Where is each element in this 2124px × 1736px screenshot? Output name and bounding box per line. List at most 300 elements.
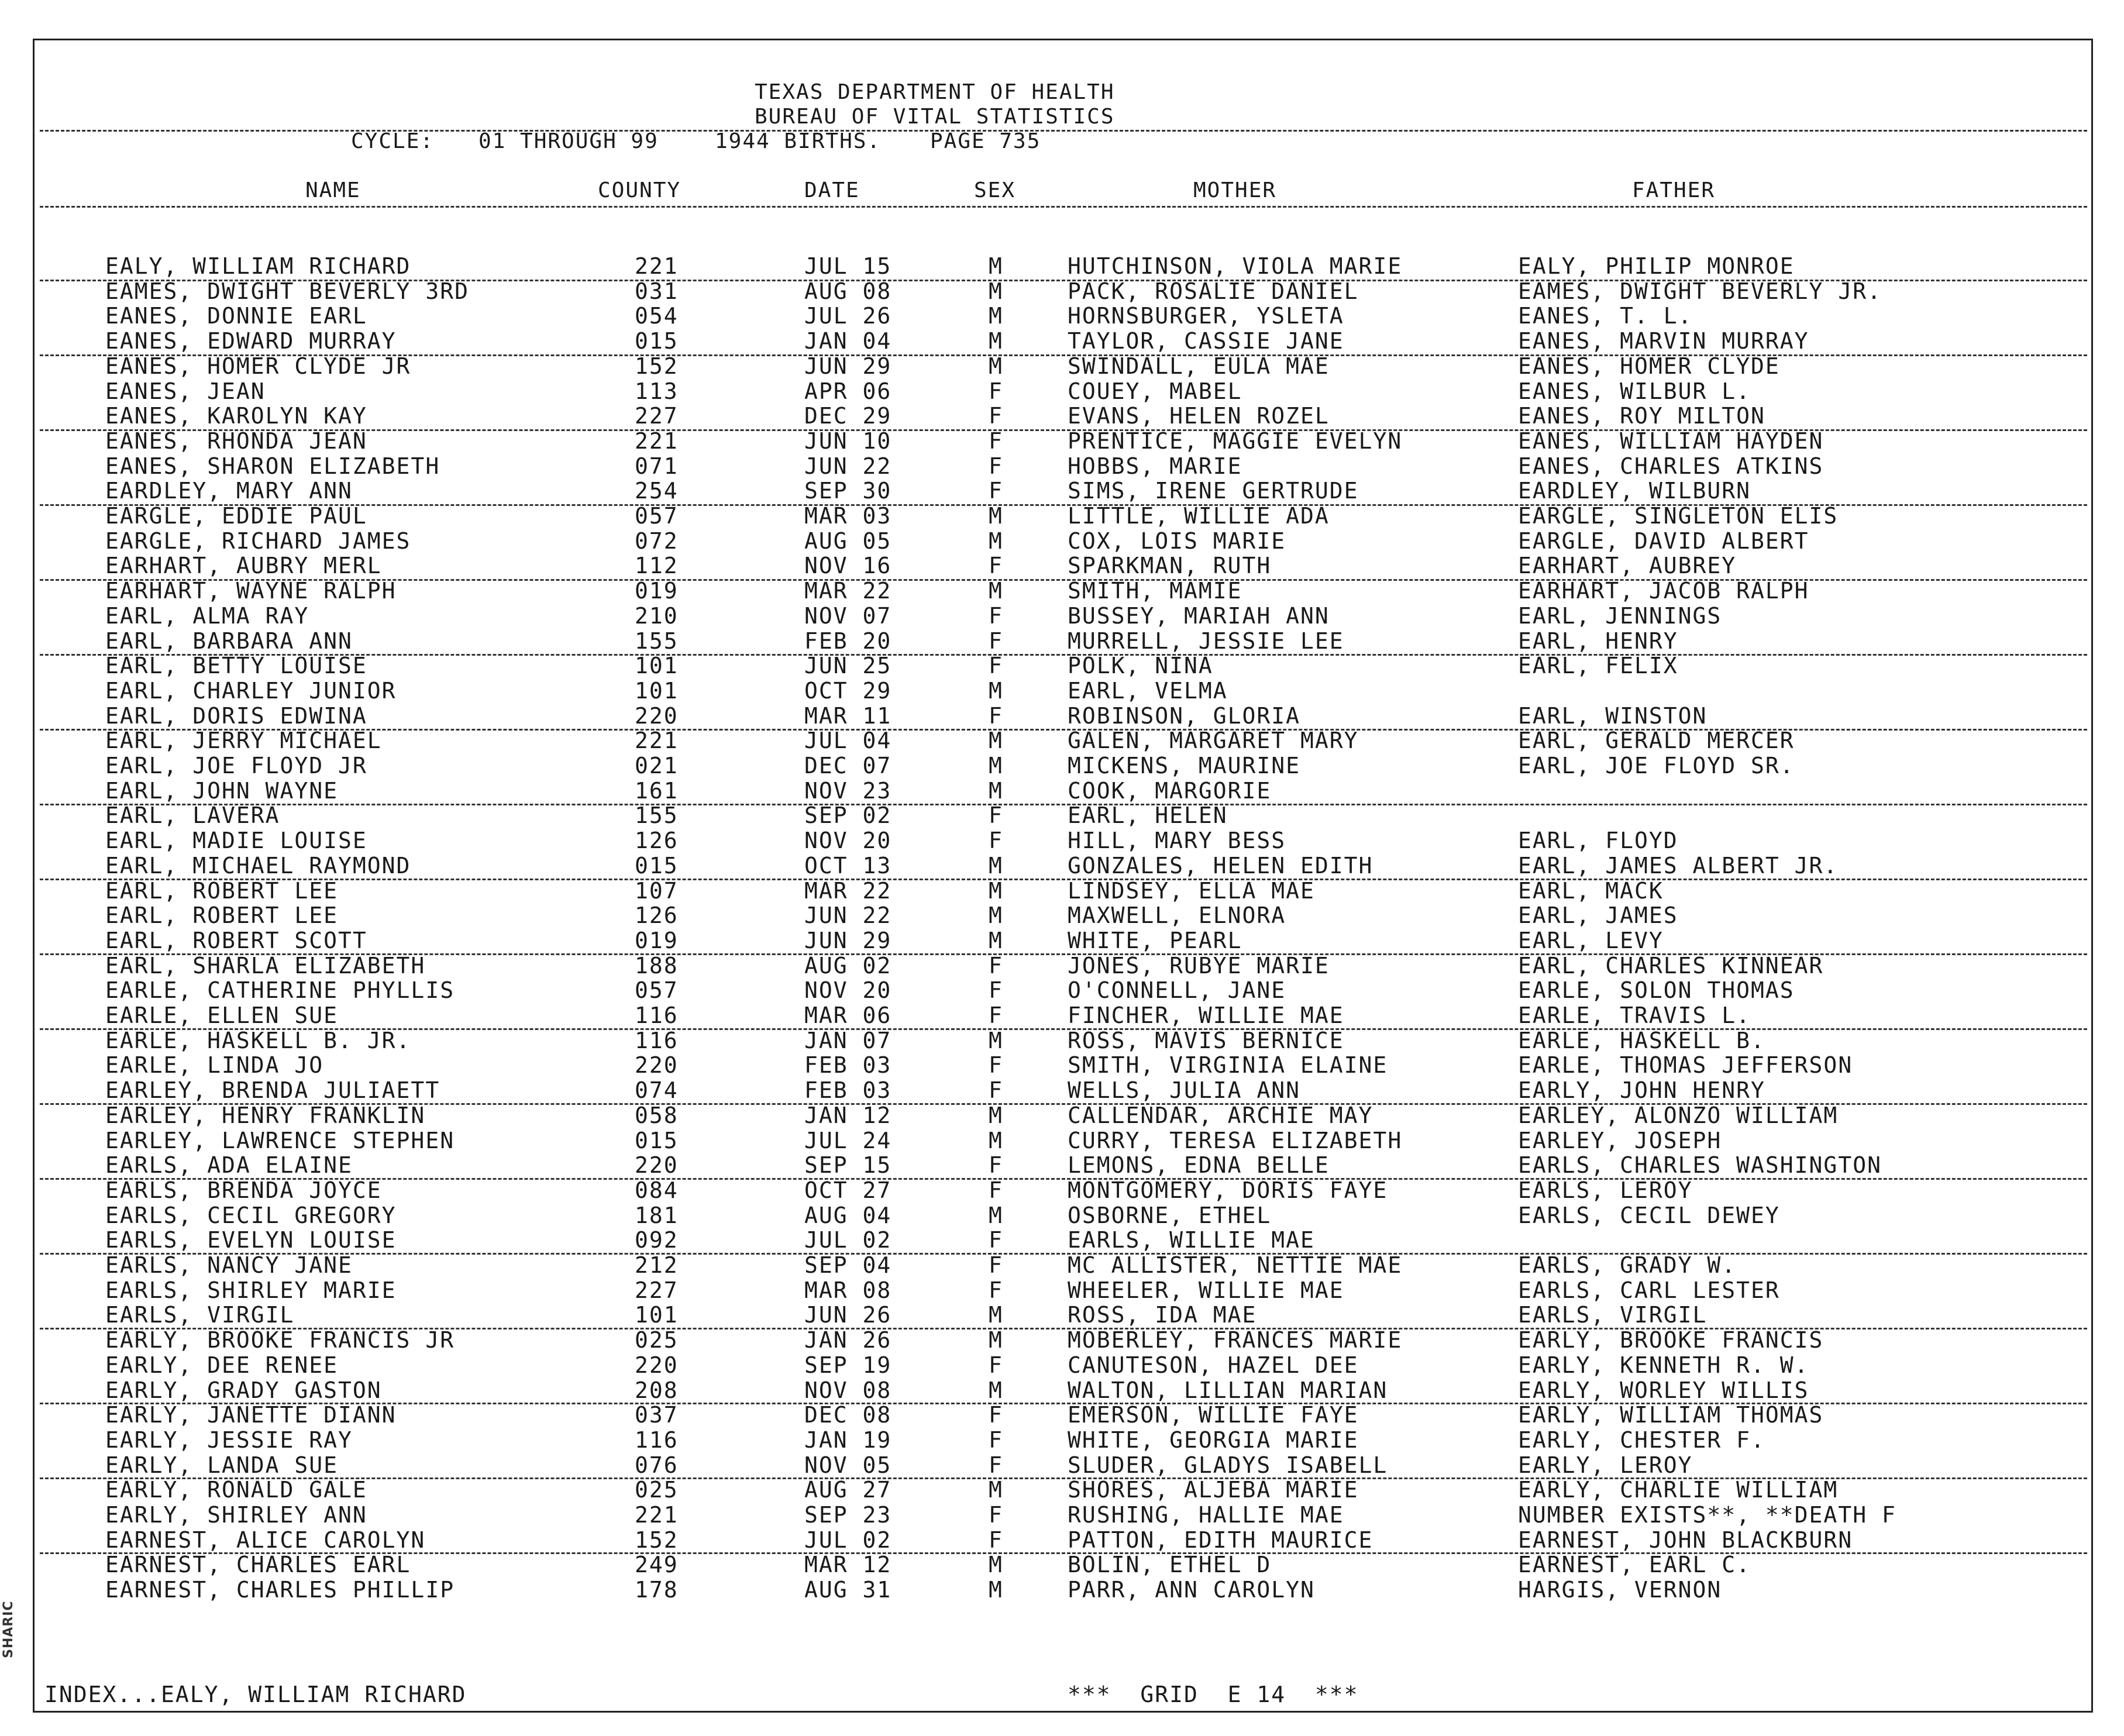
cell-sex: M bbox=[989, 278, 1003, 304]
table-row bbox=[0, 604, 2124, 629]
table-row bbox=[0, 1528, 2124, 1553]
cell-county: 084 bbox=[635, 1177, 679, 1203]
cell-mother: EMERSON, WILLIE FAYE bbox=[1068, 1402, 1359, 1428]
cell-father: EANES, MARVIN MURRAY bbox=[1518, 328, 1809, 354]
cell-date: JAN 07 bbox=[804, 1028, 892, 1053]
table-row bbox=[0, 653, 2124, 678]
cell-name: EARDLEY, MARY ANN bbox=[105, 478, 353, 504]
divider bbox=[40, 879, 2087, 880]
cell-county: 112 bbox=[635, 553, 679, 578]
cell-date: FEB 03 bbox=[804, 1052, 892, 1078]
cell-father: EANES, HOMER CLYDE bbox=[1518, 353, 1780, 379]
cell-date: JAN 12 bbox=[804, 1103, 892, 1128]
divider bbox=[40, 354, 2087, 356]
cell-father: EARL, WINSTON bbox=[1518, 703, 1708, 729]
cell-name: EANES, RHONDA JEAN bbox=[105, 428, 367, 454]
cell-date: FEB 20 bbox=[804, 628, 892, 654]
cell-sex: F bbox=[989, 1352, 1003, 1378]
cell-mother: COUEY, MABEL bbox=[1068, 378, 1242, 404]
cell-date: JAN 26 bbox=[804, 1327, 892, 1353]
cell-date: MAR 11 bbox=[804, 703, 892, 729]
cell-father: EARL, LEVY bbox=[1518, 928, 1664, 953]
cell-mother: HORNSBURGER, YSLETA bbox=[1068, 303, 1344, 329]
cell-date: NOV 07 bbox=[804, 603, 892, 629]
cell-date: SEP 30 bbox=[804, 478, 892, 504]
table-row bbox=[0, 1203, 2124, 1228]
cell-father: EARLEY, ALONZO WILLIAM bbox=[1518, 1103, 1839, 1128]
cell-father: EARLS, CECIL DEWEY bbox=[1518, 1203, 1780, 1228]
cell-date: NOV 08 bbox=[804, 1377, 892, 1403]
divider bbox=[40, 654, 2087, 656]
cell-name: EARLY, JANETTE DIANN bbox=[105, 1402, 397, 1428]
cell-mother: RUSHING, HALLIE MAE bbox=[1068, 1502, 1344, 1528]
table-row bbox=[0, 1353, 2124, 1378]
table-row bbox=[0, 753, 2124, 779]
cell-mother: EARL, VELMA bbox=[1068, 678, 1228, 704]
cell-father: EARLY, JOHN HENRY bbox=[1518, 1077, 1765, 1103]
cell-sex: F bbox=[989, 1427, 1003, 1453]
cell-father: EARNEST, JOHN BLACKBURN bbox=[1518, 1527, 1853, 1553]
cell-father: EANES, T. L. bbox=[1518, 303, 1693, 329]
cell-date: JAN 04 bbox=[804, 328, 892, 354]
cell-name: EARLS, ADA ELAINE bbox=[105, 1152, 353, 1178]
table-row bbox=[0, 903, 2124, 928]
cell-county: 076 bbox=[635, 1452, 679, 1478]
cell-date: NOV 16 bbox=[804, 553, 892, 578]
cell-name: EARL, ROBERT LEE bbox=[105, 878, 339, 904]
cell-date: MAR 22 bbox=[804, 578, 892, 604]
cell-county: 208 bbox=[635, 1377, 679, 1403]
cell-date: FEB 03 bbox=[804, 1077, 892, 1103]
cell-father: EARL, MACK bbox=[1518, 878, 1664, 904]
cell-mother: FINCHER, WILLIE MAE bbox=[1068, 1003, 1344, 1028]
cell-mother: PARR, ANN CAROLYN bbox=[1068, 1577, 1315, 1603]
cell-date: AUG 04 bbox=[804, 1203, 892, 1228]
cell-sex: F bbox=[989, 1152, 1003, 1178]
divider bbox=[40, 504, 2087, 506]
cell-sex: F bbox=[989, 828, 1003, 853]
cell-county: 221 bbox=[635, 1502, 679, 1528]
cell-name: EARLY, RONALD GALE bbox=[105, 1477, 367, 1503]
cell-mother: MOBERLEY, FRANCES MARIE bbox=[1068, 1327, 1403, 1353]
cell-date: JUL 24 bbox=[804, 1128, 892, 1153]
cell-sex: M bbox=[989, 328, 1003, 354]
cell-date: JUN 22 bbox=[804, 903, 892, 928]
cell-father: EALY, PHILIP MONROE bbox=[1518, 253, 1795, 279]
cell-date: NOV 05 bbox=[804, 1452, 892, 1478]
divider bbox=[40, 1552, 2087, 1554]
cell-name: EARL, SHARLA ELIZABETH bbox=[105, 953, 426, 979]
cell-county: 101 bbox=[635, 678, 679, 704]
cell-county: 152 bbox=[635, 1527, 679, 1553]
cell-date: DEC 07 bbox=[804, 753, 892, 779]
cell-sex: M bbox=[989, 678, 1003, 704]
cell-date: JUL 15 bbox=[804, 253, 892, 279]
cell-sex: F bbox=[989, 802, 1003, 828]
cell-date: MAR 22 bbox=[804, 878, 892, 904]
cell-county: 152 bbox=[635, 353, 679, 379]
table-row bbox=[0, 354, 2124, 379]
cell-sex: F bbox=[989, 553, 1003, 578]
cell-date: MAR 06 bbox=[804, 1003, 892, 1028]
divider bbox=[40, 1028, 2087, 1030]
cell-name: EARLS, BRENDA JOYCE bbox=[105, 1177, 382, 1203]
cell-mother: HILL, MARY BESS bbox=[1068, 828, 1286, 853]
cell-name: EARL, BETTY LOUISE bbox=[105, 653, 367, 678]
divider bbox=[40, 579, 2087, 581]
cell-date: MAR 03 bbox=[804, 503, 892, 529]
table-row bbox=[0, 629, 2124, 654]
cell-date: JUN 29 bbox=[804, 353, 892, 379]
cell-sex: M bbox=[989, 528, 1003, 554]
cycle-label: CYCLE: bbox=[351, 129, 435, 153]
column-header-father: FATHER bbox=[1632, 178, 1716, 202]
cell-father: EANES, CHARLES ATKINS bbox=[1518, 453, 1824, 479]
table-row bbox=[0, 828, 2124, 853]
table-row bbox=[0, 1253, 2124, 1278]
cell-father: EARL, FELIX bbox=[1518, 653, 1678, 678]
table-row bbox=[0, 879, 2124, 904]
cell-date: MAR 12 bbox=[804, 1552, 892, 1577]
cell-county: 178 bbox=[635, 1577, 679, 1603]
cell-name: EARLE, HASKELL B. JR. bbox=[105, 1028, 411, 1053]
cell-mother: MICKENS, MAURINE bbox=[1068, 753, 1301, 779]
cell-mother: WHITE, PEARL bbox=[1068, 928, 1242, 953]
cell-mother: SMITH, MAMIE bbox=[1068, 578, 1242, 604]
cell-mother: SLUDER, GLADYS ISABELL bbox=[1068, 1452, 1388, 1478]
cell-mother: EARLS, WILLIE MAE bbox=[1068, 1227, 1315, 1253]
cell-father: EARDLEY, WILBURN bbox=[1518, 478, 1751, 504]
cell-name: EARLY, JESSIE RAY bbox=[105, 1427, 353, 1453]
cell-county: 025 bbox=[635, 1477, 679, 1503]
cell-father: EARL, JAMES bbox=[1518, 903, 1678, 928]
cell-father: EARL, CHARLES KINNEAR bbox=[1518, 953, 1824, 979]
cell-father: EARLY, BROOKE FRANCIS bbox=[1518, 1327, 1824, 1353]
cell-county: 074 bbox=[635, 1077, 679, 1103]
cell-name: EARLY, GRADY GASTON bbox=[105, 1377, 382, 1403]
table-row bbox=[0, 1303, 2124, 1328]
cell-county: 025 bbox=[635, 1327, 679, 1353]
cell-name: EAMES, DWIGHT BEVERLY 3RD bbox=[105, 278, 469, 304]
cell-sex: F bbox=[989, 703, 1003, 729]
cell-name: EARLS, CECIL GREGORY bbox=[105, 1203, 397, 1228]
cell-mother: JONES, RUBYE MARIE bbox=[1068, 953, 1330, 979]
cell-name: EARNEST, CHARLES PHILLIP bbox=[105, 1577, 455, 1603]
table-row bbox=[0, 1577, 2124, 1603]
cell-father: EARL, JOE FLOYD SR. bbox=[1518, 753, 1795, 779]
table-row bbox=[0, 1403, 2124, 1428]
cell-father: EARLY, WORLEY WILLIS bbox=[1518, 1377, 1809, 1403]
cell-sex: F bbox=[989, 428, 1003, 454]
cell-sex: M bbox=[989, 1327, 1003, 1353]
cell-mother: LEMONS, EDNA BELLE bbox=[1068, 1152, 1330, 1178]
cell-sex: F bbox=[989, 1452, 1003, 1478]
cell-date: JAN 19 bbox=[804, 1427, 892, 1453]
cell-sex: F bbox=[989, 378, 1003, 404]
cell-date: AUG 08 bbox=[804, 278, 892, 304]
cell-county: 116 bbox=[635, 1003, 679, 1028]
cell-father: EARLE, HASKELL B. bbox=[1518, 1028, 1765, 1053]
cell-county: 220 bbox=[635, 703, 679, 729]
cell-sex: F bbox=[989, 1277, 1003, 1303]
cell-sex: F bbox=[989, 453, 1003, 479]
cell-sex: F bbox=[989, 1077, 1003, 1103]
cycle-range: 01 THROUGH 99 bbox=[478, 129, 659, 153]
cell-date: JUN 25 bbox=[804, 653, 892, 678]
cell-date: SEP 15 bbox=[804, 1152, 892, 1178]
cell-name: EARL, BARBARA ANN bbox=[105, 628, 353, 654]
cell-county: 037 bbox=[635, 1402, 679, 1428]
cell-mother: OSBORNE, ETHEL bbox=[1068, 1203, 1272, 1228]
cell-mother: BOLIN, ETHEL D bbox=[1068, 1552, 1272, 1577]
divider bbox=[40, 280, 2087, 281]
cell-date: NOV 20 bbox=[804, 828, 892, 853]
column-header-county: COUNTY bbox=[598, 178, 681, 202]
table-row bbox=[0, 953, 2124, 979]
table-row bbox=[0, 329, 2124, 354]
cell-county: 072 bbox=[635, 528, 679, 554]
cell-date: SEP 04 bbox=[804, 1252, 892, 1278]
cell-mother: PATTON, EDITH MAURICE bbox=[1068, 1527, 1373, 1553]
cell-county: 092 bbox=[635, 1227, 679, 1253]
cell-sex: M bbox=[989, 578, 1003, 604]
table-row bbox=[0, 728, 2124, 753]
table-row bbox=[0, 578, 2124, 604]
cell-father: EARLY, CHARLIE WILLIAM bbox=[1518, 1477, 1839, 1503]
cell-sex: F bbox=[989, 603, 1003, 629]
cell-mother: COX, LOIS MARIE bbox=[1068, 528, 1286, 554]
cell-county: 057 bbox=[635, 977, 679, 1003]
cell-name: EANES, SHARON ELIZABETH bbox=[105, 453, 440, 479]
cell-date: JUL 02 bbox=[804, 1227, 892, 1253]
table-row bbox=[0, 529, 2124, 554]
table-row bbox=[0, 404, 2124, 429]
cell-county: 181 bbox=[635, 1203, 679, 1228]
cell-date: JUN 10 bbox=[804, 428, 892, 454]
cell-father: EARLS, CHARLES WASHINGTON bbox=[1518, 1152, 1882, 1178]
cell-date: OCT 13 bbox=[804, 853, 892, 879]
cell-father: EANES, ROY MILTON bbox=[1518, 403, 1765, 429]
cell-date: AUG 27 bbox=[804, 1477, 892, 1503]
table-row bbox=[0, 978, 2124, 1003]
cell-father: EARL, JAMES ALBERT JR. bbox=[1518, 853, 1839, 879]
table-row bbox=[0, 1453, 2124, 1478]
table-row bbox=[0, 1053, 2124, 1078]
cell-name: EANES, KAROLYN KAY bbox=[105, 403, 367, 429]
cell-father: EARGLE, SINGLETON ELIS bbox=[1518, 503, 1839, 529]
cell-name: EARL, ALMA RAY bbox=[105, 603, 309, 629]
cell-name: EANES, HOMER CLYDE JR bbox=[105, 353, 411, 379]
table-row bbox=[0, 1028, 2124, 1053]
cell-mother: CURRY, TERESA ELIZABETH bbox=[1068, 1128, 1403, 1153]
divider bbox=[40, 1103, 2087, 1105]
cell-sex: F bbox=[989, 1527, 1003, 1553]
divider bbox=[40, 804, 2087, 805]
cell-county: 057 bbox=[635, 503, 679, 529]
cell-name: EARLEY, HENRY FRANKLIN bbox=[105, 1103, 426, 1128]
cell-sex: F bbox=[989, 403, 1003, 429]
cell-mother: ROBINSON, GLORIA bbox=[1068, 703, 1301, 729]
cell-mother: WALTON, LILLIAN MARIAN bbox=[1068, 1377, 1388, 1403]
cell-father: EARHART, JACOB RALPH bbox=[1518, 578, 1809, 604]
cell-county: 227 bbox=[635, 403, 679, 429]
table-row bbox=[0, 1003, 2124, 1028]
cell-name: EARLEY, BRENDA JULIAETT bbox=[105, 1077, 440, 1103]
cell-father: EARL, HENRY bbox=[1518, 628, 1678, 654]
cell-mother: SWINDALL, EULA MAE bbox=[1068, 353, 1330, 379]
cell-mother: LITTLE, WILLIE ADA bbox=[1068, 503, 1330, 529]
cell-county: 101 bbox=[635, 653, 679, 678]
cell-county: 019 bbox=[635, 578, 679, 604]
cell-name: EARNEST, CHARLES EARL bbox=[105, 1552, 411, 1577]
divider bbox=[40, 1178, 2087, 1180]
table-row bbox=[0, 853, 2124, 879]
cell-mother: POLK, NINA bbox=[1068, 653, 1213, 678]
cell-sex: M bbox=[989, 1128, 1003, 1153]
table-row bbox=[0, 1278, 2124, 1303]
cell-mother: O'CONNELL, JANE bbox=[1068, 977, 1286, 1003]
cell-name: EARL, MICHAEL RAYMOND bbox=[105, 853, 411, 879]
cell-date: JUL 04 bbox=[804, 728, 892, 753]
cell-name: EARNEST, ALICE CAROLYN bbox=[105, 1527, 426, 1553]
table-row bbox=[0, 1477, 2124, 1503]
divider bbox=[40, 953, 2087, 955]
cell-county: 221 bbox=[635, 253, 679, 279]
cell-name: EARGLE, RICHARD JAMES bbox=[105, 528, 411, 554]
cell-mother: PACK, ROSALIE DANIEL bbox=[1068, 278, 1359, 304]
cell-mother: SIMS, IRENE GERTRUDE bbox=[1068, 478, 1359, 504]
table-row bbox=[0, 454, 2124, 479]
table-row bbox=[0, 704, 2124, 729]
cell-date: JUL 26 bbox=[804, 303, 892, 329]
cell-sex: M bbox=[989, 1103, 1003, 1128]
cell-date: DEC 08 bbox=[804, 1402, 892, 1428]
cell-name: EARLY, SHIRLEY ANN bbox=[105, 1502, 367, 1528]
cell-date: NOV 20 bbox=[804, 977, 892, 1003]
cell-county: 031 bbox=[635, 278, 679, 304]
table-row bbox=[0, 1503, 2124, 1528]
cell-mother: WHITE, GEORGIA MARIE bbox=[1068, 1427, 1359, 1453]
cell-name: EARL, JOE FLOYD JR bbox=[105, 753, 367, 779]
cell-date: SEP 02 bbox=[804, 802, 892, 828]
cell-name: EARL, JOHN WAYNE bbox=[105, 778, 339, 804]
table-row bbox=[0, 304, 2124, 329]
column-header-sex: SEX bbox=[974, 178, 1016, 202]
divider bbox=[40, 1253, 2087, 1255]
cell-county: 155 bbox=[635, 628, 679, 654]
cell-county: 058 bbox=[635, 1103, 679, 1128]
cell-name: EANES, EDWARD MURRAY bbox=[105, 328, 397, 354]
cell-father: EARHART, AUBREY bbox=[1518, 553, 1737, 578]
cell-county: 212 bbox=[635, 1252, 679, 1278]
cell-mother: LINDSEY, ELLA MAE bbox=[1068, 878, 1315, 904]
cell-date: JUL 02 bbox=[804, 1527, 892, 1553]
side-stamp: SHARIC bbox=[1, 1600, 16, 1658]
cell-date: JUN 29 bbox=[804, 928, 892, 953]
cell-sex: M bbox=[989, 878, 1003, 904]
cell-sex: F bbox=[989, 478, 1003, 504]
cell-date: SEP 19 bbox=[804, 1352, 892, 1378]
cell-sex: F bbox=[989, 653, 1003, 678]
table-row bbox=[0, 1378, 2124, 1403]
divider bbox=[40, 206, 2087, 208]
cell-county: 019 bbox=[635, 928, 679, 953]
cell-name: EARL, LAVERA bbox=[105, 802, 280, 828]
cell-county: 221 bbox=[635, 728, 679, 753]
cell-sex: F bbox=[989, 628, 1003, 654]
page-number: PAGE 735 bbox=[930, 129, 1041, 153]
cell-father: EARLS, CARL LESTER bbox=[1518, 1277, 1780, 1303]
cell-name: EARLE, LINDA JO bbox=[105, 1052, 324, 1078]
cell-sex: M bbox=[989, 928, 1003, 953]
cell-father: EARL, FLOYD bbox=[1518, 828, 1678, 853]
cell-county: 071 bbox=[635, 453, 679, 479]
cell-father: EARLE, THOMAS JEFFERSON bbox=[1518, 1052, 1853, 1078]
cell-date: NOV 23 bbox=[804, 778, 892, 804]
divider bbox=[40, 429, 2087, 431]
cell-father: EARLY, CHESTER F. bbox=[1518, 1427, 1765, 1453]
column-header-mother: MOTHER bbox=[1193, 178, 1277, 202]
cell-mother: ROSS, MAVIS BERNICE bbox=[1068, 1028, 1344, 1053]
cell-sex: M bbox=[989, 253, 1003, 279]
table-row bbox=[0, 928, 2124, 953]
table-row bbox=[0, 1328, 2124, 1353]
cell-name: EANES, DONNIE EARL bbox=[105, 303, 367, 329]
cell-father: EARGLE, DAVID ALBERT bbox=[1518, 528, 1809, 554]
cell-father: NUMBER EXISTS**, **DEATH F bbox=[1518, 1502, 1896, 1528]
table-row bbox=[0, 553, 2124, 578]
cell-mother: HUTCHINSON, VIOLA MARIE bbox=[1068, 253, 1403, 279]
cell-father: EARL, JENNINGS bbox=[1518, 603, 1722, 629]
cell-name: EARHART, AUBRY MERL bbox=[105, 553, 382, 578]
cell-county: 220 bbox=[635, 1352, 679, 1378]
cell-sex: M bbox=[989, 353, 1003, 379]
cell-date: DEC 29 bbox=[804, 403, 892, 429]
cell-father: HARGIS, VERNON bbox=[1518, 1577, 1722, 1603]
cell-mother: ROSS, IDA MAE bbox=[1068, 1302, 1257, 1328]
cell-name: EARLY, LANDA SUE bbox=[105, 1452, 339, 1478]
cell-name: EARLY, DEE RENEE bbox=[105, 1352, 339, 1378]
cell-father: EARLS, VIRGIL bbox=[1518, 1302, 1708, 1328]
cell-county: 101 bbox=[635, 1302, 679, 1328]
cell-mother: TAYLOR, CASSIE JANE bbox=[1068, 328, 1344, 354]
divider bbox=[40, 1403, 2087, 1404]
cell-father: EARLY, KENNETH R. W. bbox=[1518, 1352, 1809, 1378]
table-row bbox=[0, 1552, 2124, 1577]
cell-father: EANES, WILLIAM HAYDEN bbox=[1518, 428, 1824, 454]
cell-date: JUN 22 bbox=[804, 453, 892, 479]
cell-county: 254 bbox=[635, 478, 679, 504]
cell-sex: M bbox=[989, 1577, 1003, 1603]
cell-mother: SMITH, VIRGINIA ELAINE bbox=[1068, 1052, 1388, 1078]
table-row bbox=[0, 1103, 2124, 1128]
cell-county: 155 bbox=[635, 802, 679, 828]
divider bbox=[40, 729, 2087, 731]
table-row bbox=[0, 678, 2124, 704]
cell-county: 221 bbox=[635, 428, 679, 454]
cell-name: EARLS, VIRGIL bbox=[105, 1302, 295, 1328]
cell-date: MAR 08 bbox=[804, 1277, 892, 1303]
table-row bbox=[0, 779, 2124, 804]
cell-county: 227 bbox=[635, 1277, 679, 1303]
cell-county: 249 bbox=[635, 1552, 679, 1577]
table-row bbox=[0, 803, 2124, 828]
cell-mother: CALLENDAR, ARCHIE MAY bbox=[1068, 1103, 1373, 1128]
cell-mother: COOK, MARGORIE bbox=[1068, 778, 1272, 804]
table-row bbox=[0, 1178, 2124, 1203]
cell-father: EARLS, GRADY W. bbox=[1518, 1252, 1737, 1278]
cell-county: 054 bbox=[635, 303, 679, 329]
